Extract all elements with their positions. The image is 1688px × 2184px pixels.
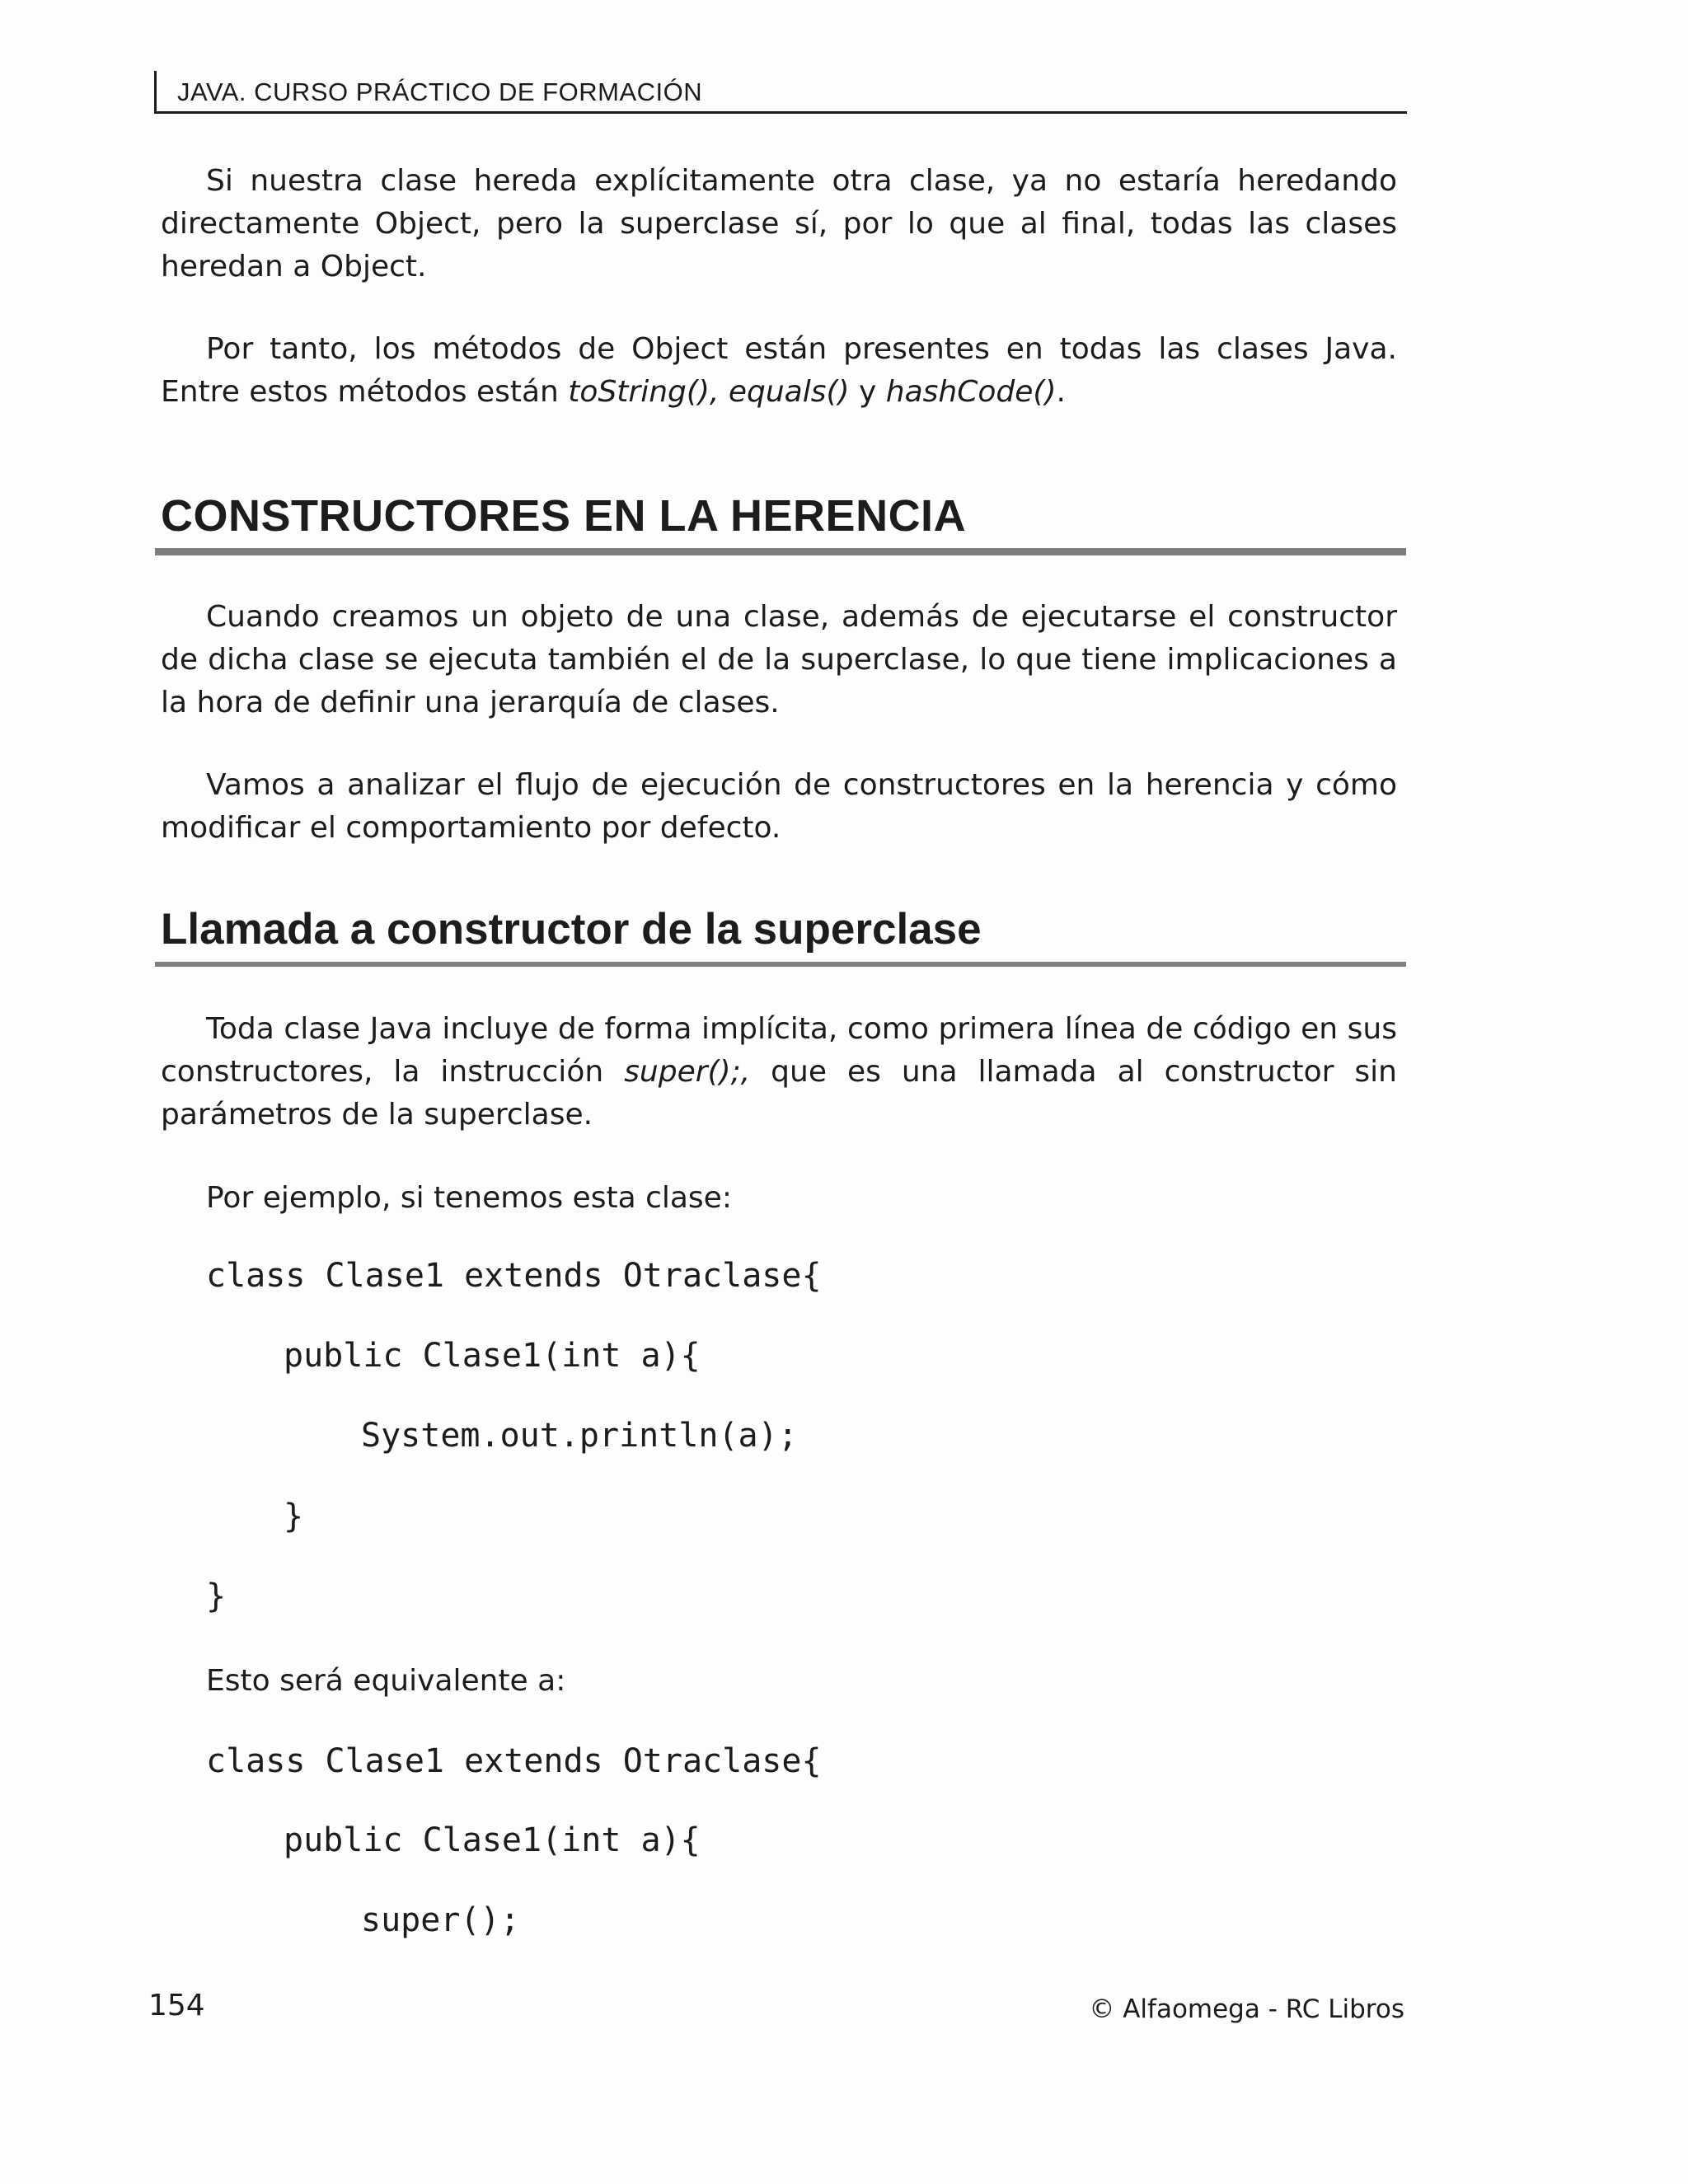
running-header-title: JAVA. CURSO PRÁCTICO DE FORMACIÓN: [177, 77, 703, 106]
subsection-paragraph-1: [161, 1008, 1397, 1137]
code-line: super();: [361, 1901, 520, 1939]
code-line: public Clase1(int a){: [284, 1337, 701, 1375]
intro-p2-end: .: [1056, 375, 1066, 409]
code-line: public Clase1(int a){: [284, 1821, 701, 1859]
subsection-p1-text: Toda clase Java incluye de forma implícita, como primera línea de código en sus constructores, la instrucción: [161, 1012, 1397, 1089]
publisher-credit: © Alfaomega - RC Libros: [1089, 1994, 1404, 2024]
page-number: 154: [148, 1989, 205, 2022]
section-heading: CONSTRUCTORES EN LA HERENCIA: [161, 491, 967, 541]
code-line: }: [284, 1497, 304, 1535]
intro-paragraph-2: [161, 328, 1397, 414]
subsection-paragraph-3: Esto será equivalente a:: [206, 1664, 566, 1698]
section-heading-rule: [155, 548, 1406, 555]
intro-p2-methods: toString(), equals(): [568, 375, 850, 409]
section-paragraph-2: Vamos a analizar el flujo de ejecución de constructores en la herencia y cómo modificar el comportamiento por defecto.: [161, 768, 1397, 845]
section-paragraph-1: Cuando creamos un objeto de una clase, además de ejecutarse el constructor de dicha clase se ejecuta también el de la superclase, lo que tiene implicaciones a la hora de definir una jerarquía de clases.: [161, 600, 1397, 719]
code-line: }: [206, 1577, 227, 1615]
code-line: System.out.println(a);: [361, 1417, 798, 1455]
subsection-heading-rule: [155, 962, 1406, 967]
intro-p2-method-last: hashCode(): [885, 375, 1057, 409]
running-header: [154, 71, 1407, 114]
subsection-p1-inline-code: super();,: [624, 1055, 751, 1089]
subsection-p1-text-end: que es una llamada al constructor sin parámetros de la superclase.: [161, 1055, 1398, 1132]
code-line: class Clase1 extends Otraclase{: [206, 1742, 822, 1780]
subsection-heading: Llamada a constructor de la superclase: [161, 905, 982, 954]
code-line: class Clase1 extends Otraclase{: [206, 1257, 822, 1295]
subsection-paragraph-2: Por ejemplo, si tenemos esta clase:: [206, 1181, 732, 1215]
intro-paragraph-1: Si nuestra clase hereda explícitamente otra clase, ya no estaría heredando directamente Object, pero la superclase sí, por lo que al final, todas las clases heredan a Object.: [161, 164, 1397, 284]
intro-p2-text: Por tanto, los métodos de Object están presentes en todas las clases Java. Entre estos métodos están: [161, 332, 1397, 409]
intro-p2-conjunction: y: [849, 375, 886, 409]
